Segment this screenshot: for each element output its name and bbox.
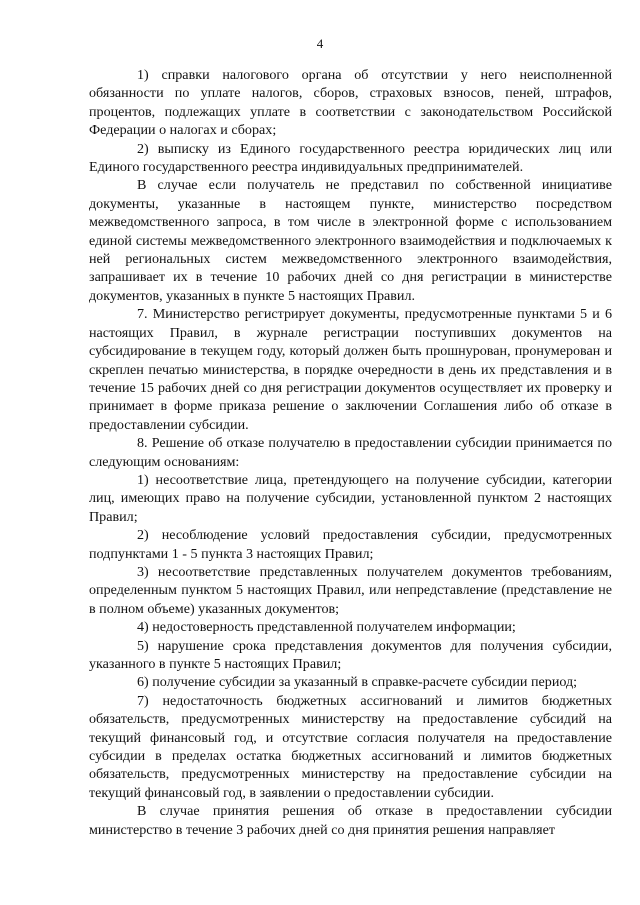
paragraph-9: 4) недостоверность представленной получателем информации; xyxy=(137,619,516,636)
paragraph-1: 1) справки налогового органа об отсутствии у него неисполненной обязанности по уплате налогов, сборов, страховых взносов, пеней, штрафов, процентов, подлежащих уплате в соответствии с законодательством Российской Федерации о налогах и сборах; xyxy=(89,67,612,139)
paragraph-5: 8. Решение об отказе получателю в предоставлении субсидии принимается по следующим основаниям: xyxy=(89,435,612,470)
paragraph-7: 2) несоблюдение условий предоставления субсидии, предусмотренных подпунктами 1 - 5 пункта 3 настоящих Правил; xyxy=(89,527,612,562)
paragraph-6: 1) несоответствие лица, претендующего на получение субсидии, категории лиц, имеющих право на получение субсидии, установленной пунктом 2 настоящих Правил; xyxy=(89,471,612,525)
document-body xyxy=(89,66,612,839)
page-number: 4 xyxy=(316,36,324,51)
paragraph-10: 5) нарушение срока представления документов для получения субсидии, указанного в пункте 5 настоящих Правил; xyxy=(89,637,612,672)
paragraph-8: 3) несоответствие представленных получателем документов требованиям, определенным пунктом 5 настоящих Правил, или непредставление (представление не в полном объеме) указанных документов; xyxy=(89,563,612,617)
paragraph-13: В случае принятия решения об отказе в предоставлении субсидии министерство в течение 3 рабочих дней со дня принятия решения направляет xyxy=(89,803,612,838)
paragraph-11: 6) получение субсидии за указанный в справке-расчете субсидии период; xyxy=(137,674,578,691)
paragraph-2: 2) выписку из Единого государственного реестра юридических лиц или Единого государственного реестра индивидуальных предпринимателей. xyxy=(89,140,612,176)
paragraph-3: В случае если получатель не представил по собственной инициативе документы, указанные в настоящем пункте, министерство посредством межведомственного запроса, в том числе в электронной форме с использованием единой системы межведомственного электронного взаимодействия и подключаемых к ней региональных систем межведомственного электронного взаимодействия, запрашивает их в течение 10 рабочих дней со дня регистрации в министерстве документов, указанных в пункте 5 настоящих Правил. xyxy=(89,177,612,304)
paragraph-12: 7) недостаточность бюджетных ассигнований и лимитов бюджетных обязательств, предусмотренных министерству на предоставление субсидий на текущий финансовый год, и отсутствие согласия получателя на предоставление субсидии в пределах остатка бюджетных ассигнований и лимитов бюджетных обязательств, предусмотренных министерству на предоставление субсидии на текущий финансовый год, в заявлении о предоставлении субсидии. xyxy=(89,692,612,801)
paragraph-4: 7. Министерство регистрирует документы, предусмотренные пунктами 5 и 6 настоящих Правил, в журнале регистрации поступивших документов на субсидирование в текущем году, который должен быть прошнурован, пронумерован и скреплен печатью министерства, в порядке очередности в день их представления и в течение 15 рабочих дней со дня регистрации документов осуществляет их проверку и принимает в форме приказа решение о заключении Соглашения либо об отказе в предоставлении субсидии. xyxy=(89,306,612,433)
